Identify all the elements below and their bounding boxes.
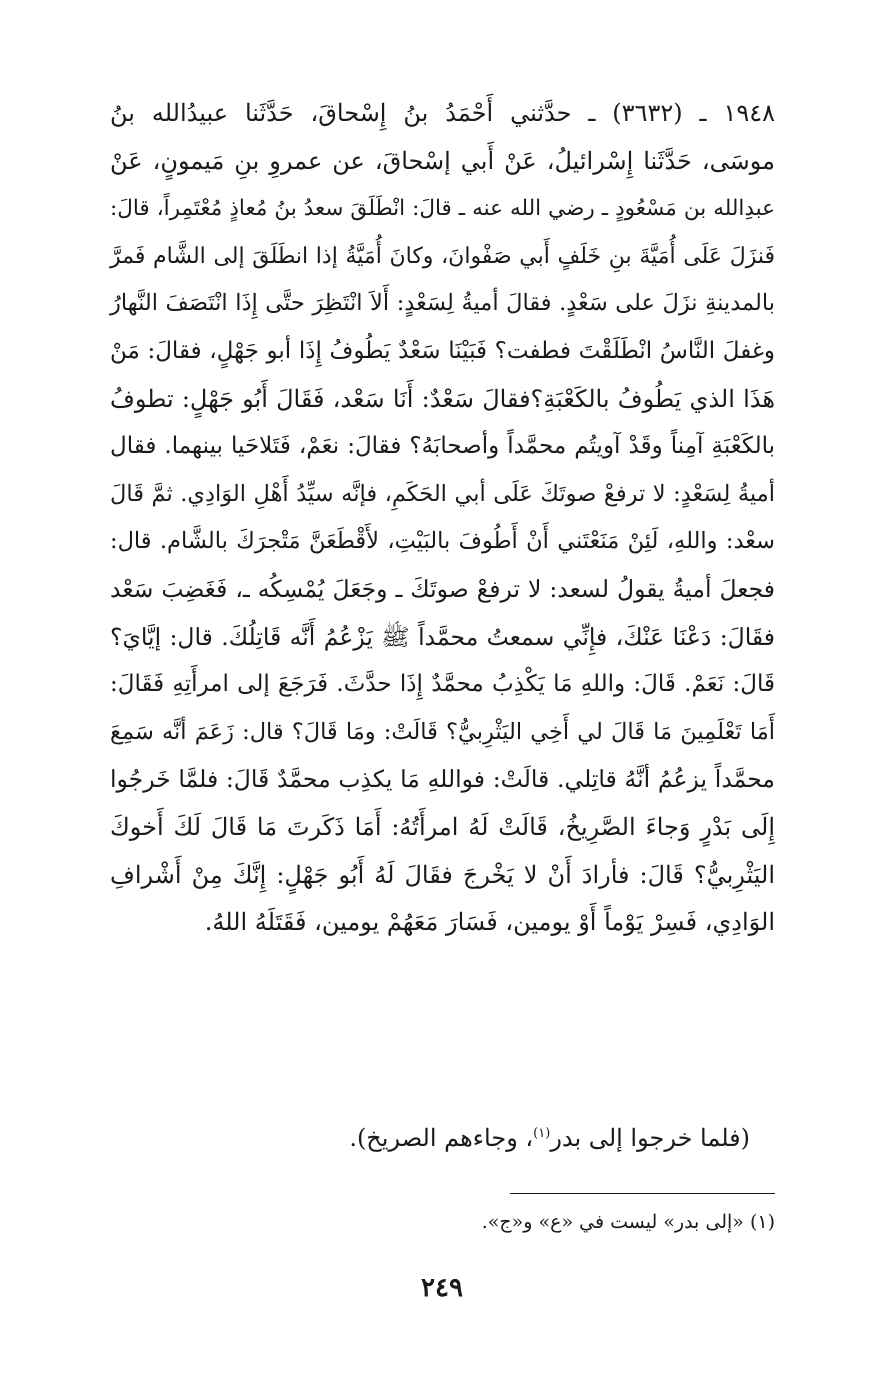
text-line: اليَثْرِبيُّ؟ قَالَ: فأرادَ أَنْ لا يَخْرجَ فقَالَ لَهُ أَبُو جَهْلٍ: إِنَّكَ مِنْ أَشْرافِ: [110, 860, 775, 889]
footnote-divider: [510, 1193, 775, 1194]
hadith-text: [110, 90, 775, 947]
text-line: فَنزَلَ عَلَى أُمَيَّةَ بنِ خَلَفٍ أَبي صَفْوانَ، وكانَ أُمَيَّةُ إذا انطَلَقَ إلى الشَّام فَمرَّ: [110, 243, 775, 269]
footnote-reference: (١): [533, 1126, 551, 1141]
text-line: إِلَى بَدْرٍ وَجاءَ الصَّرِيخُ، قَالَتْ لَهُ امرأَتُهُ: أَمَا ذَكَرتَ مَا قَالَ لَكَ أَخوكَ: [110, 812, 775, 841]
text-line: الوَادِي، فَسِرْ يَوْماً أَوْ يومين، فَسَارَ مَعَهُمْ يومين، فَقَتَلَهُ اللهُ.: [204, 908, 775, 937]
text-line: أميةُ لِسَعْدٍ: لا ترفعْ صوتَكَ عَلَى أبي الحَكَمِ، فإنَّه سيِّدُ أَهْلِ الوَادِي. ثمَّ قَالَ: [110, 480, 775, 507]
text-line: بالكَعْبَةِ آمِناً وقَدْ آويتُم محمَّداً وأصحابَهُ؟ فقالَ: نعَمْ، فَتَلاحَيا بينهما. فقال: [110, 433, 775, 460]
quoted-phrase: [110, 1118, 750, 1158]
quote-text-after: ، وجاءهم الصريخ).: [349, 1124, 534, 1152]
text-line: عبدِالله بن مَسْعُودٍ ـ رضي الله عنه ـ قالَ: انْطَلَقَ سعدُ بنُ مُعاذٍ مُعْتَمِراً، قالَ:: [110, 196, 775, 222]
quote-text-before: (فلما خرجوا إلى بدر: [550, 1124, 750, 1152]
footnote: (١) «إلى بدر» ليست في «ع» و«ج».: [481, 1211, 775, 1233]
text-line: وغفلَ النَّاسُ انْطَلَقْتَ فطفت؟ فَبَيْنَا سَعْدٌ يَطُوفُ إِذَا أبو جَهْلٍ، فقالَ: مَنْ: [110, 337, 775, 364]
text-line: فقَالَ: دَعْنَا عَنْكَ، فإِنِّي سمعتُ محمَّداً ﷺ يَزْعُمُ أَنَّه قَاتِلُكَ. قال: إيَّايَ؟: [110, 622, 775, 651]
text-line: محمَّداً يزعُمُ أنَّهُ قاتِلي. قالَتْ: فواللهِ مَا يكذِب محمَّدٌ قَالَ: فلمَّا خَرجُوا: [110, 765, 775, 794]
text-line: قَالَ: نَعَمْ. قَالَ: واللهِ مَا يَكْذِبُ محمَّدٌ إِذَا حدَّثَ. فَرَجَعَ إلى امرأَتِهِ فَقَالَ:: [110, 671, 775, 698]
text-line: ١٩٤٨ ـ (٣٦٣٢) ـ حدَّثني أَحْمَدُ بنُ إِسْحاقَ، حَدَّثَنا عبيدُالله بنُ: [110, 99, 775, 127]
text-line: أَمَا تَعْلَمِينَ مَا قَالَ لي أَخِي اليَثْرِبيُّ؟ قَالَتْ: ومَا قَالَ؟ قال: زَعَمَ أنَّه سَمِعَ: [110, 718, 775, 745]
text-line: موسَى، حَدَّثَنا إِسْرائيلُ، عَنْ أَبي إسْحاقَ، عن عمروِ بنِ مَيمونٍ، عَنْ: [110, 146, 775, 175]
text-line: بالمدينةِ نزَلَ على سَعْدٍ. فقالَ أميةُ لِسَعْدٍ: أَلاَ انْتَظِرَ حتَّى إِذَا انْتَصَفَ النَّهارُ: [110, 290, 775, 317]
text-line: هَذَا الذي يَطُوفُ بالكَعْبَةِ؟فقالَ سَعْدٌ: أَنَا سَعْد، فَقَالَ أَبُو جَهْلٍ: تطوفُ: [110, 384, 775, 413]
text-line: سعْد: واللهِ، لَئِنْ مَنَعْتَني أَنْ أَطُوفَ بالبَيْتِ، لأَقْطَعَنَّ مَتْجرَكَ بالشَّام. قال:: [110, 528, 775, 555]
page-number: ٢٤٩: [421, 1273, 463, 1303]
text-line: فجعلَ أميةُ يقولُ لسعد: لا ترفعْ صوتَكَ ـ وجَعَلَ يُمْسِكُه ـ، فَغَضِبَ سَعْد: [110, 574, 775, 603]
